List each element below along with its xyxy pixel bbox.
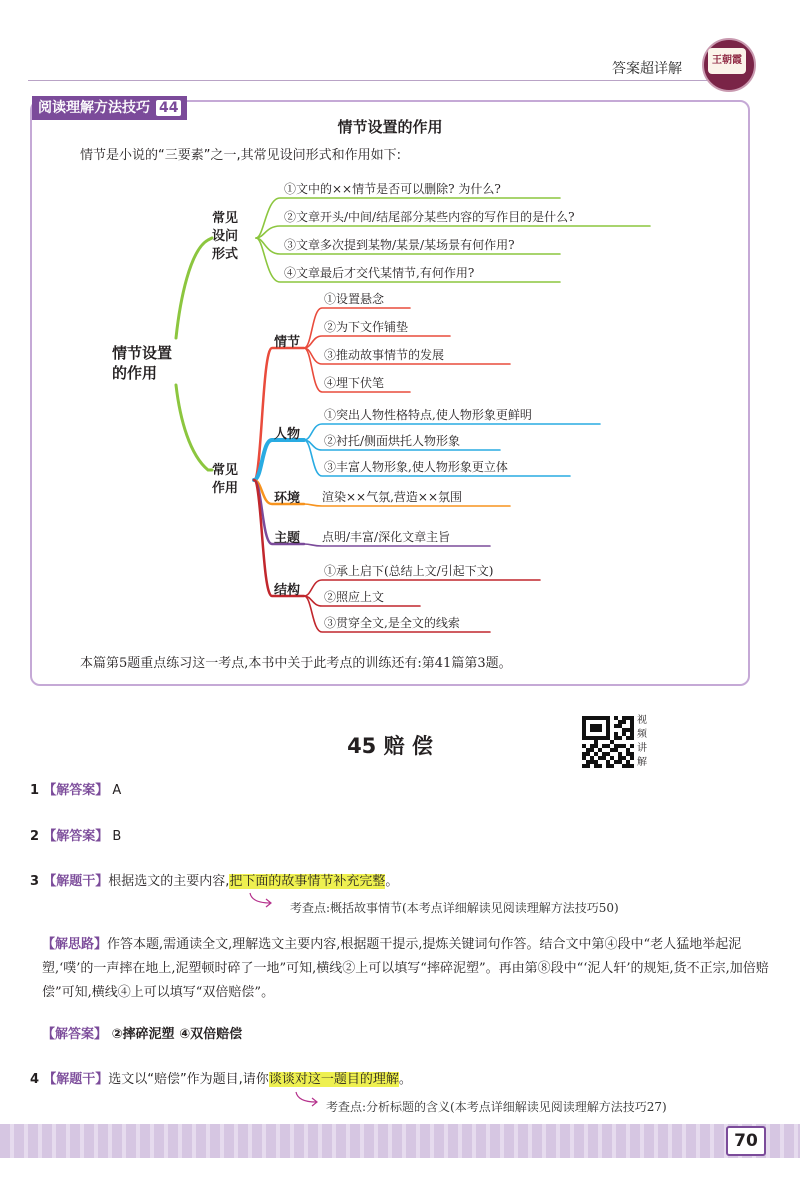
answer-tag: 【解答案】 [43, 783, 109, 798]
function-item: ①承上启下(总结上文/引起下文) [324, 564, 494, 578]
exam-point-note: 考查点:概括故事情节(本考点详细解读见阅读理解方法技巧50) [290, 901, 619, 915]
group-line-1 [254, 440, 304, 480]
page-number: 70 [726, 1126, 766, 1156]
video-explain-label: 视频讲解 [637, 715, 647, 768]
answer-text: ②摔碎泥塑 ④双倍赔偿 [111, 1027, 243, 1042]
function-item: ①突出人物性格特点,使人物形象更鲜明 [324, 408, 532, 422]
stem-text: 根据选文的主要内容, [108, 874, 230, 889]
stem-text: 选文以“赔偿”作为题目,请你 [108, 1072, 269, 1087]
tip-intro: 情节是小说的“三要素”之一,其常见设问形式和作用如下: [80, 148, 401, 163]
answer-text: B [112, 829, 122, 844]
function-item: ②照应上文 [324, 590, 385, 604]
qr-code-icon[interactable] [582, 716, 634, 768]
branch-label-question-forms: 形式 [212, 247, 239, 262]
tip-footer: 本篇第5题重点练习这一考点,本书中关于此考点的训练还有:第41篇第3题。 [80, 656, 512, 671]
answer-tag: 【解答案】 [42, 1027, 108, 1042]
question-3-answer [42, 1023, 242, 1042]
function-item: 渲染××气氛,营造××氛围 [322, 490, 463, 504]
mindmap-root: 情节设置 [112, 344, 173, 362]
branch-label-question-forms: 设问 [212, 229, 239, 244]
analysis-paragraph [42, 933, 782, 1005]
article-title: 45 赔 偿 [347, 734, 433, 758]
stem-highlight: 谈谈对这一题目的理解 [268, 1072, 399, 1087]
question-form-item: ①文中的××情节是否可以删除? 为什么? [284, 182, 501, 196]
stem-text-end: 。 [385, 874, 399, 889]
function-group-label: 环境 [274, 491, 301, 506]
answer-label: 答案超详解 [612, 61, 682, 77]
method-tip-tag-label: 阅读理解方法技巧 [38, 100, 150, 116]
stem-tag: 【解题干】 [43, 1072, 109, 1087]
branch-line-question-forms [176, 238, 212, 338]
note-arrow-icon [246, 891, 276, 911]
question-form-item: ④文章最后才交代某情节,有何作用? [284, 266, 475, 280]
stem-highlight: 把下面的故事情节补充完整 [229, 874, 386, 889]
function-item: ④埋下伏笔 [324, 376, 385, 390]
brand-logo-text: 王朝霞 [708, 48, 746, 74]
branch-label-functions: 常见 [212, 463, 239, 478]
mindmap-root: 的作用 [112, 364, 158, 382]
question-2 [30, 825, 121, 844]
question-number: 2 [30, 829, 40, 844]
question-form-item: ③文章多次提到某物/某景/某场景有何作用? [284, 238, 515, 252]
function-item: ③贯穿全文,是全文的线索 [324, 616, 460, 630]
stem-text-end: 。 [398, 1072, 412, 1087]
question-3 [30, 870, 398, 889]
question-number: 1 [30, 783, 40, 798]
method-tip-number: 44 [156, 100, 181, 116]
branch-label-question-forms: 常见 [212, 211, 239, 226]
function-item: 点明/丰富/深化文章主旨 [322, 530, 451, 544]
tip-title: 情节设置的作用 [337, 118, 443, 136]
function-item: ②衬托/侧面烘托人物形象 [324, 434, 461, 448]
page-footer-bar [0, 1124, 800, 1158]
note-arrow-icon [292, 1090, 322, 1110]
question-4 [30, 1068, 412, 1087]
function-item: ①设置悬念 [324, 292, 385, 306]
function-item: ③推动故事情节的发展 [324, 348, 445, 362]
analysis-tag: 【解思路】 [42, 937, 108, 952]
function-item: ③丰富人物形象,使人物形象更立体 [324, 460, 508, 474]
question-form-item: ②文章开头/中间/结尾部分某些内容的写作目的是什么? [284, 210, 575, 224]
function-group-label: 人物 [274, 427, 301, 442]
question-number: 3 [30, 874, 40, 889]
function-item: ②为下文作铺垫 [324, 320, 409, 334]
exam-point-note: 考查点:分析标题的含义(本考点详细解读见阅读理解方法技巧27) [326, 1100, 667, 1114]
branch-line-functions [176, 385, 212, 470]
function-group-label: 主题 [274, 531, 301, 546]
stem-tag: 【解题干】 [43, 874, 109, 889]
question-number: 4 [30, 1072, 40, 1087]
analysis-text: 作答本题,需通读全文,理解选文主要内容,根据题干提示,提炼关键词句作答。结合文中第④段中“老人猛地举起泥塑,‘噗’的一声摔在地上,泥塑顿时碎了一地”可知,横线②上可以填写“摔碎泥塑”。再由第⑧段中“‘泥人轩’的规矩,货不正宗,加倍赔偿”可知,横线④上可以填写“双倍赔偿”。 [42, 937, 769, 1000]
function-group-label: 情节 [274, 335, 301, 350]
answer-text: A [112, 783, 122, 798]
answer-tag: 【解答案】 [43, 829, 109, 844]
question-1 [30, 779, 121, 798]
branch-label-functions: 作用 [212, 481, 239, 496]
function-group-label: 结构 [274, 583, 301, 598]
